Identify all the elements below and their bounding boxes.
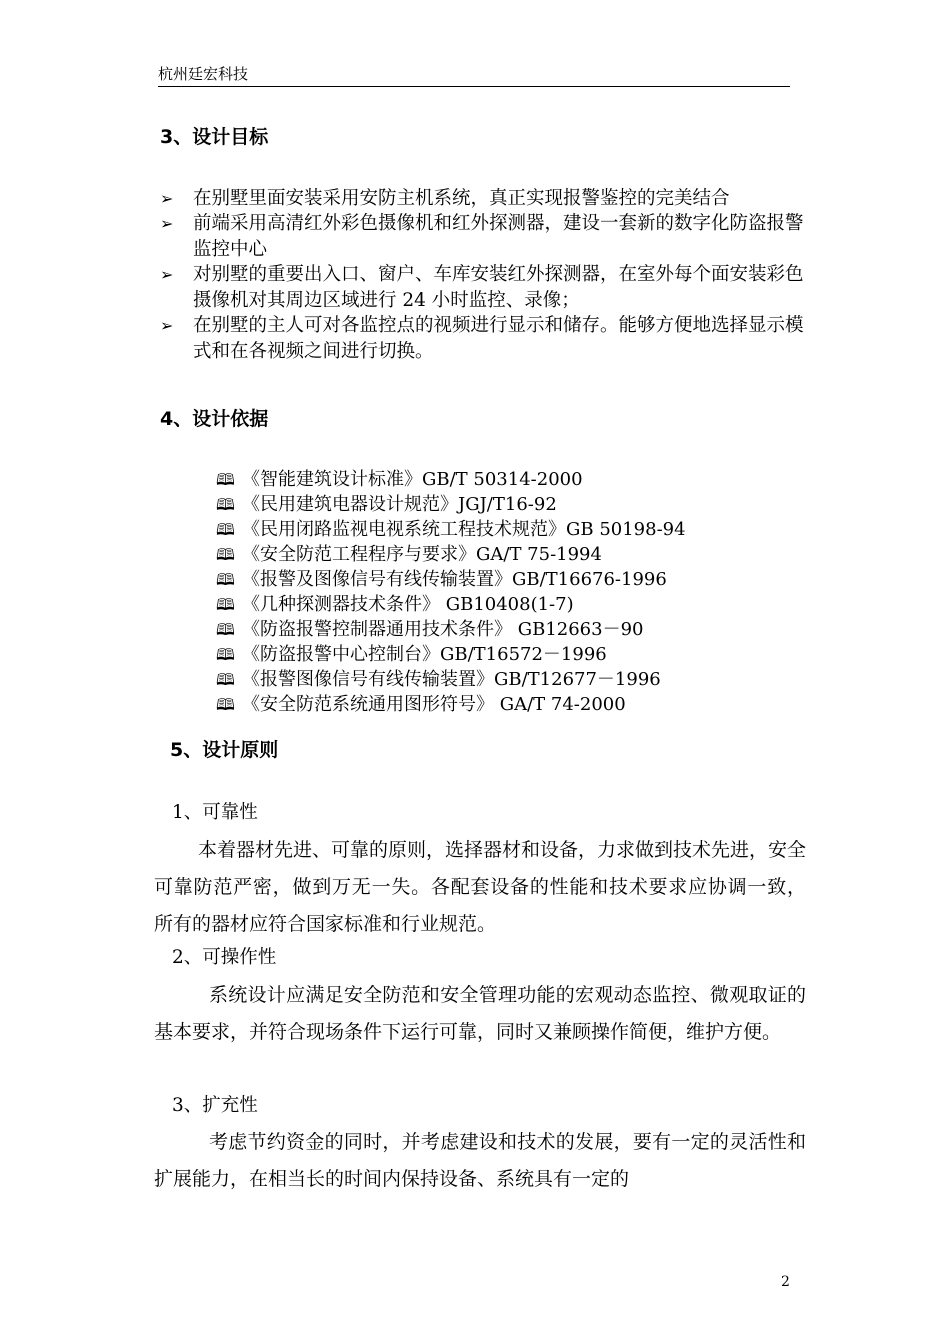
- page-header: [158, 64, 790, 87]
- subsection-title-expandability: 3、扩充性: [172, 1095, 258, 1116]
- list-item: 🕮 《防盗报警控制器通用技术条件》 GB12663－90: [216, 619, 644, 640]
- arrow-bullet-icon: ➢: [160, 214, 174, 233]
- list-item: 🕮 《安全防范系统通用图形符号》 GA/T 74-2000: [216, 694, 626, 715]
- list-item: 🕮 《报警及图像信号有线传输装置》GB/T16676-1996: [216, 569, 667, 590]
- list-item: 🕮 《智能建筑设计标准》GB/T 50314-2000: [216, 469, 583, 490]
- list-item: ➢ 前端采用高清红外彩色摄像机和红外探测器，建设一套新的数字化防盗报警监控中心: [160, 213, 804, 260]
- list-item: 🕮 《几种探测器技术条件》 GB10408(1-7): [216, 594, 574, 615]
- list-item: 🕮 《民用建筑电器设计规范》JGJ/T16-92: [216, 494, 557, 515]
- book-icon: 🕮: [216, 470, 235, 489]
- arrow-bullet-icon: ➢: [160, 189, 174, 208]
- paragraph-operability: 系统设计应满足安全防范和安全管理功能的宏观动态监控、微观取证的基本要求，并符合现场条件下运行可靠，同时又兼顾操作简便，维护方便。: [154, 984, 806, 1043]
- references-list: [216, 467, 686, 717]
- section-title-goals: 3、设计目标: [160, 126, 269, 148]
- arrow-bullet-icon: ➢: [160, 316, 174, 335]
- subsection-title-reliability: 1、可靠性: [172, 802, 258, 823]
- page-number: 2: [781, 1274, 790, 1290]
- book-icon: 🕮: [216, 495, 235, 514]
- paragraph-expandability: 考虑节约资金的同时，并考虑建设和技术的发展，要有一定的灵活性和扩展能力，在相当长的时间内保持设备、系统具有一定的: [154, 1131, 806, 1190]
- paragraph-reliability: 本着器材先进、可靠的原则，选择器材和设备，力求做到技术先进，安全可靠防范严密，做到万无一失。各配套设备的性能和技术要求应协调一致， 所有的器材应符合国家标准和行业规范。: [154, 839, 807, 935]
- arrow-bullet-icon: ➢: [160, 265, 174, 284]
- book-icon: 🕮: [216, 645, 235, 664]
- book-icon: 🕮: [216, 595, 235, 614]
- list-item: ➢ 对别墅的重要出入口、窗户、车库安装红外探测器，在室外每个面安装彩色摄像机对其周边区域进行 24 小时监控、录像；: [160, 264, 804, 311]
- section-title-principles: 5、设计原则: [170, 739, 279, 761]
- section-title-basis: 4、设计依据: [160, 408, 269, 430]
- list-item: ➢ 在别墅的主人可对各监控点的视频进行显示和储存。能够方便地选择显示模式和在各视频之间进行切换。: [160, 315, 804, 362]
- list-item: 🕮 《安全防范工程程序与要求》GA/T 75-1994: [216, 544, 602, 565]
- list-item: 🕮 《报警图像信号有线传输装置》GB/T12677－1996: [216, 669, 661, 690]
- book-icon: 🕮: [216, 670, 235, 689]
- list-item: ➢ 在别墅里面安装采用安防主机系统，真正实现报警鉴控的完美结合: [160, 186, 810, 212]
- book-icon: 🕮: [216, 570, 235, 589]
- goals-list: [160, 186, 810, 364]
- list-item: 🕮 《防盗报警中心控制台》GB/T16572－1996: [216, 644, 607, 665]
- book-icon: 🕮: [216, 620, 235, 639]
- list-item: 🕮 《民用闭路监视电视系统工程技术规范》GB 50198-94: [216, 519, 686, 540]
- subsection-title-operability: 2、可操作性: [172, 947, 277, 968]
- book-icon: 🕮: [216, 695, 235, 714]
- book-icon: 🕮: [216, 545, 235, 564]
- book-icon: 🕮: [216, 520, 235, 539]
- company-name: 杭州廷宏科技: [158, 65, 249, 83]
